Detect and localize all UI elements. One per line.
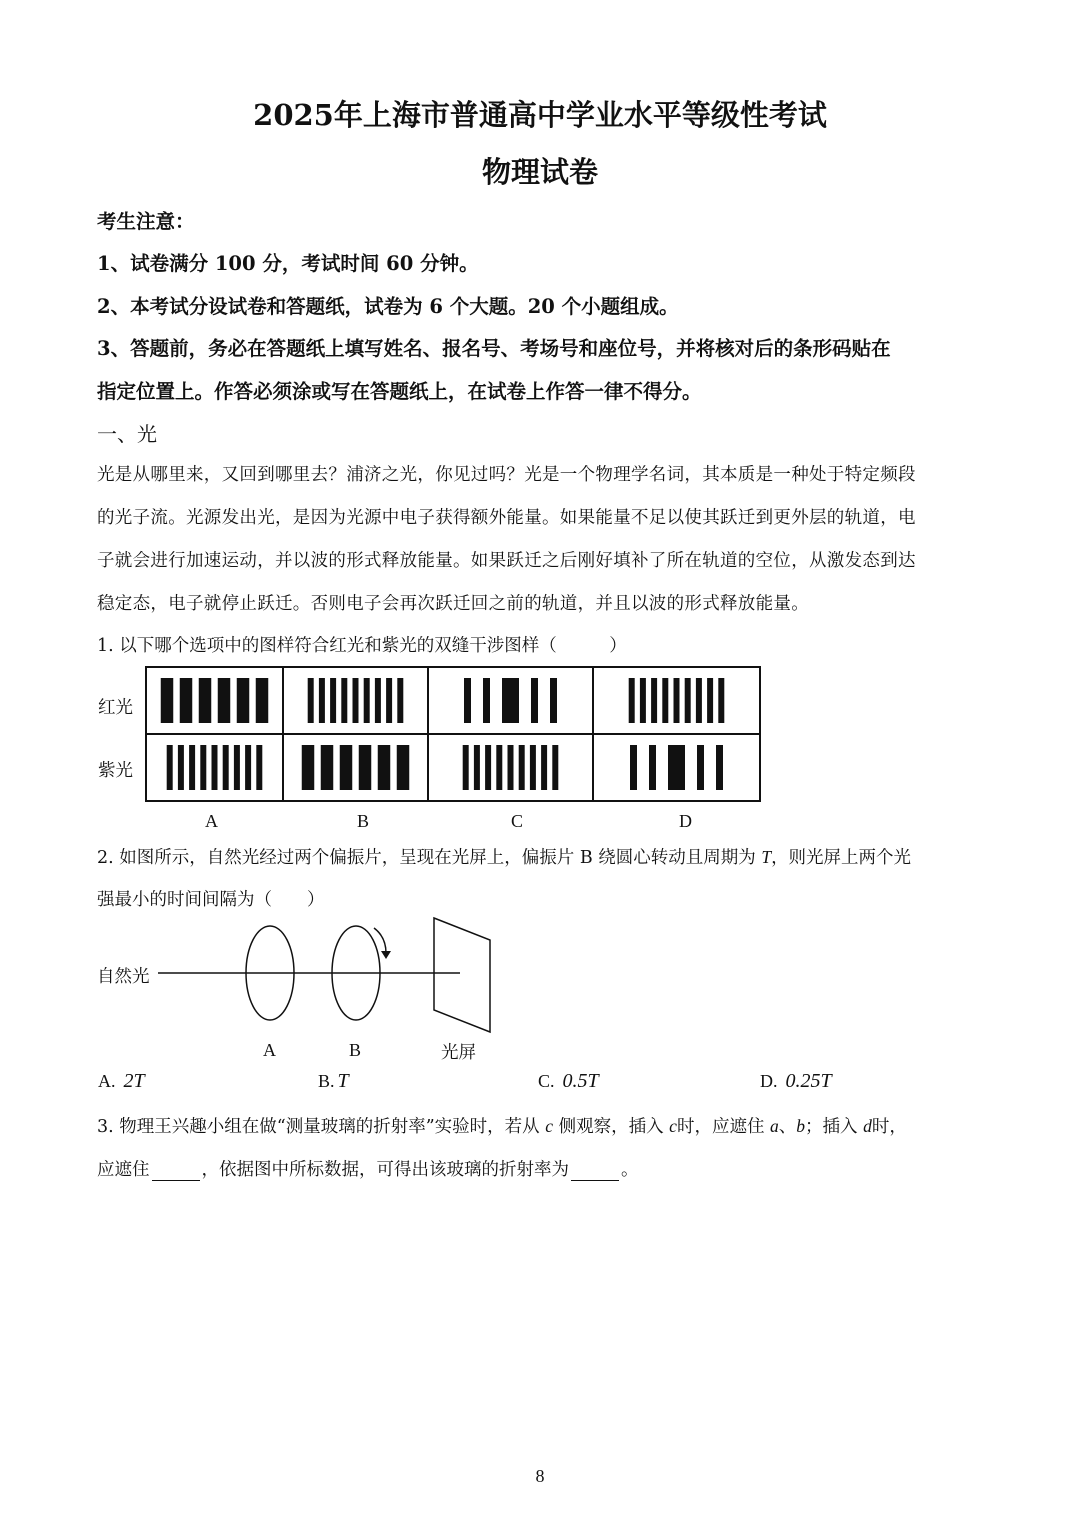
question-3-text-line2 bbox=[97, 1156, 639, 1181]
question-2-text-line2: 强最小的时间间隔为（ ） bbox=[97, 890, 325, 910]
fringe-bar bbox=[218, 678, 231, 723]
fringe-bar bbox=[302, 745, 315, 790]
natural-light-label: 自然光 bbox=[97, 967, 150, 987]
fringe-bar bbox=[630, 745, 637, 790]
q3-text-part: 3. 物理王兴趣小组在做“测量玻璃的折射率”实验时，若从 bbox=[97, 1117, 540, 1137]
passage-line: 的光子流。光源发出光，是因为光源中电子获得额外能量。如果能量不足以使其跃迁到更外层的轨道，电 bbox=[97, 508, 916, 528]
fringe-bar bbox=[189, 745, 195, 790]
passage-line: 稳定态，电子就停止跃迁。否则电子会再次跃迁回之前的轨道，并且以波的形式释放能量。 bbox=[97, 594, 809, 614]
interference-pattern-grid bbox=[145, 666, 763, 804]
rotation-arrowhead bbox=[381, 951, 391, 959]
row-label-red: 红光 bbox=[98, 698, 133, 718]
q3-var-c: c bbox=[669, 1116, 677, 1136]
notice-item: 1、试卷满分 100 分，考试时间 60 分钟。 bbox=[97, 252, 479, 275]
question-2-text bbox=[97, 844, 911, 869]
polarizer-diagram bbox=[150, 912, 500, 1040]
fringe-bar bbox=[707, 678, 713, 723]
choice-value: 0.25T bbox=[785, 1070, 832, 1092]
choice-a bbox=[98, 1070, 145, 1093]
fringe-bar bbox=[178, 745, 184, 790]
question-1-text: 1. 以下哪个选项中的图样符合红光和紫光的双缝干涉图样（ ） bbox=[97, 636, 627, 656]
q3-separator: 、 bbox=[778, 1117, 797, 1137]
fringe-bar bbox=[200, 745, 206, 790]
choice-value: 2T bbox=[123, 1070, 145, 1092]
notice-heading: 考生注意： bbox=[97, 210, 195, 233]
choice-letter: D. bbox=[760, 1071, 778, 1091]
passage-line: 子就会进行加速运动，并以波的形式释放能量。如果跃迁之后刚好填补了所在轨道的空位，从激发态到达 bbox=[97, 551, 916, 571]
fringe-bar bbox=[629, 678, 635, 723]
fringe-bar bbox=[386, 678, 392, 723]
fringe-bar bbox=[550, 678, 557, 723]
fringe-bar bbox=[378, 745, 391, 790]
question-2-text-part: ，则光屏上两个光 bbox=[771, 848, 912, 868]
notice-item: 指定位置上。作答必须涂或写在答题纸上，在试卷上作答一律不得分。 bbox=[97, 380, 702, 403]
q3-text-part: 应遮住 bbox=[97, 1160, 150, 1180]
row-label-violet: 紫光 bbox=[98, 761, 133, 781]
fringe-bar bbox=[697, 745, 704, 790]
option-label-c: C bbox=[511, 811, 524, 831]
fringe-bar bbox=[161, 678, 174, 723]
exam-title: 2025年上海市普通高中学业水平等级性考试 bbox=[253, 98, 827, 132]
answer-blank[interactable] bbox=[152, 1162, 200, 1181]
fringe-bar bbox=[531, 678, 538, 723]
answer-blank[interactable] bbox=[571, 1162, 619, 1181]
fringe-bar bbox=[397, 678, 403, 723]
fringe-bar bbox=[167, 745, 173, 790]
light-screen bbox=[434, 918, 490, 1032]
fringe-bar bbox=[321, 745, 334, 790]
fringe-bar bbox=[674, 678, 680, 723]
period-symbol: T bbox=[761, 847, 772, 867]
fringe-bar bbox=[496, 745, 502, 790]
fringe-bar bbox=[649, 745, 656, 790]
question-2-text-part: 2. 如图所示，自然光经过两个偏振片，呈现在光屏上，偏振片 B 绕圆心转动且周期为 bbox=[97, 848, 756, 868]
fringe-bar bbox=[245, 745, 251, 790]
q3-text-part: 时，应遮住 bbox=[676, 1117, 765, 1137]
fringe-bar bbox=[640, 678, 646, 723]
choice-letter: C. bbox=[538, 1071, 555, 1091]
fringe-bar bbox=[485, 745, 491, 790]
rotation-arrow-icon bbox=[374, 928, 386, 953]
fringe-bar bbox=[552, 745, 558, 790]
fringe-bar bbox=[364, 678, 370, 723]
screen-label: 光屏 bbox=[441, 1043, 476, 1063]
fringe-bar bbox=[353, 678, 359, 723]
fringe-bar bbox=[340, 745, 353, 790]
option-label-b: B bbox=[357, 811, 370, 831]
fringe-bar bbox=[234, 745, 240, 790]
fringe-bar bbox=[668, 745, 685, 790]
choice-value: T bbox=[337, 1070, 349, 1092]
q3-text-part: 。 bbox=[621, 1160, 639, 1180]
option-label-d: D bbox=[679, 811, 692, 831]
question-3-text bbox=[97, 1113, 907, 1138]
q3-text-part: ；插入 bbox=[805, 1117, 858, 1137]
fringe-bar bbox=[180, 678, 193, 723]
fringe-bar bbox=[541, 745, 547, 790]
fringe-bar bbox=[530, 745, 536, 790]
fringe-bar bbox=[330, 678, 336, 723]
fringe-bar bbox=[256, 745, 262, 790]
fringe-bar bbox=[718, 678, 724, 723]
fringe-bar bbox=[319, 678, 325, 723]
fringe-bar bbox=[519, 745, 525, 790]
passage-line: 光是从哪里来，又回到哪里去？浦济之光，你见过吗？光是一个物理学名词，其本质是一种处于特定频段 bbox=[97, 465, 916, 485]
fringe-bar bbox=[685, 678, 691, 723]
fringe-bar bbox=[502, 678, 519, 723]
choice-value: 0.5T bbox=[562, 1070, 599, 1092]
polarizer-a-label: A bbox=[263, 1040, 276, 1060]
fringe-bar bbox=[341, 678, 347, 723]
polarizer-b-label: B bbox=[349, 1040, 362, 1060]
fringe-bar bbox=[464, 678, 471, 723]
fringe-bar bbox=[237, 678, 250, 723]
fringe-bar bbox=[463, 745, 469, 790]
page-number: 8 bbox=[535, 1466, 545, 1486]
notice-item: 3、答题前，务必在答题纸上填写姓名、报名号、考场号和座位号，并将核对后的条形码贴在 bbox=[97, 337, 891, 360]
choice-letter: A. bbox=[98, 1071, 116, 1091]
fringe-bar bbox=[474, 745, 480, 790]
q3-text-part: 时， bbox=[871, 1117, 907, 1137]
fringe-bar bbox=[662, 678, 668, 723]
q3-text-part: 侧观察，插入 bbox=[558, 1117, 664, 1137]
fringe-bar bbox=[375, 678, 381, 723]
section-heading: 一、光 bbox=[97, 422, 157, 446]
fringe-bar bbox=[256, 678, 269, 723]
fringe-bar bbox=[397, 745, 410, 790]
fringe-bar bbox=[483, 678, 490, 723]
fringe-bar bbox=[716, 745, 723, 790]
choice-d bbox=[760, 1070, 832, 1093]
choice-c bbox=[538, 1070, 599, 1093]
fringe-bar bbox=[223, 745, 229, 790]
fringe-bar bbox=[696, 678, 702, 723]
fringe-bar bbox=[308, 678, 314, 723]
choice-letter: B. bbox=[318, 1071, 335, 1091]
choice-b bbox=[318, 1070, 349, 1093]
fringe-bar bbox=[508, 745, 514, 790]
q3-var-c: c bbox=[545, 1116, 554, 1136]
q3-text-part: ，依据图中所标数据，可得出该玻璃的折射率为 bbox=[201, 1160, 569, 1180]
q3-var-a: a bbox=[770, 1116, 779, 1136]
fringe-bar bbox=[199, 678, 212, 723]
q3-var-d: d bbox=[863, 1116, 872, 1136]
fringe-bar bbox=[359, 745, 372, 790]
fringe-bar bbox=[212, 745, 218, 790]
option-label-a: A bbox=[205, 811, 218, 831]
paper-subtitle: 物理试卷 bbox=[481, 155, 598, 189]
notice-item: 2、本考试分设试卷和答题纸，试卷为 6 个大题。20 个小题组成。 bbox=[97, 295, 679, 318]
fringe-bar bbox=[651, 678, 657, 723]
q3-var-b: b bbox=[796, 1116, 806, 1136]
